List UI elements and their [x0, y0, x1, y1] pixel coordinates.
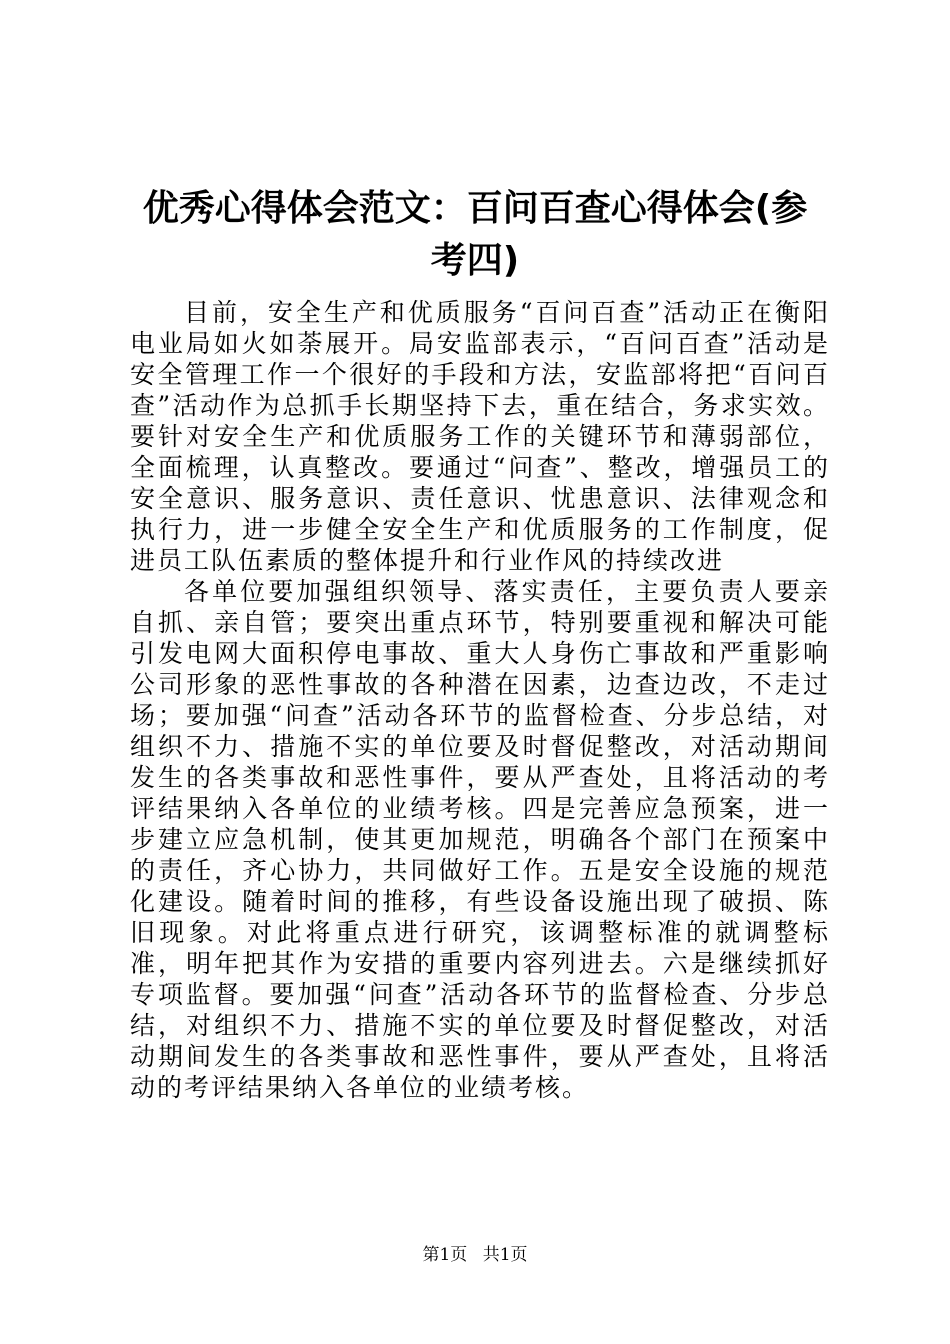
- document-body: [130, 297, 830, 1103]
- page-number-current: 第1页: [422, 1245, 468, 1265]
- document-title: 优秀心得体会范文：百问百查心得体会(参考四): [142, 188, 808, 281]
- page-number-total: 共1页: [482, 1245, 528, 1265]
- body-paragraph-2: 各单位要加强组织领导、落实责任，主要负责人要亲自抓、亲自管；要突出重点环节，特别要重视和解决可能引发电网大面积停电事故、重大人身伤亡事故和严重影响公司形象的恶性事故的各种潜在因素，边查边改，不走过场；要加强“问查”活动各环节的监督检查、分步总结，对组织不力、措施不实的单位要及时督促整改，对活动期间发生的各类事故和恶性事件，要从严查处，且将活动的考评结果纳入各单位的业绩考核。四是完善应急预案，进一步建立应急机制，使其更加规范，明确各个部门在预案中的责任，齐心协力，共同做好工作。五是安全设施的规范化建设。随着时间的推移，有些设备设施出现了破损、陈旧现象。对此将重点进行研究，该调整标准的就调整标准，明年把其作为安措的重要内容列进去。六是继续抓好专项监督。要加强“问查”活动各环节的监督检查、分步总结，对组织不力、措施不实的单位要及时督促整改，对活动期间发生的各类事故和恶性事件，要从严查处，且将活动的考评结果纳入各单位的业绩考核。: [130, 577, 830, 1102]
- page-footer: [0, 1244, 950, 1266]
- body-paragraph-1: 目前，安全生产和优质服务“百问百查”活动正在衡阳电业局如火如荼展开。局安监部表示，“百问百查”活动是安全管理工作一个很好的手段和方法，安监部将把“百问百查”活动作为总抓手长期坚持下去，重在结合，务求实效。要针对安全生产和优质服务工作的关键环节和薄弱部位，全面梳理，认真整改。要通过“问查”、整改，增强员工的安全意识、服务意识、责任意识、忧患意识、法律观念和执行力，进一步健全安全生产和优质服务的工作制度，促进员工队伍素质的整体提升和行业作风的持续改进: [130, 298, 830, 575]
